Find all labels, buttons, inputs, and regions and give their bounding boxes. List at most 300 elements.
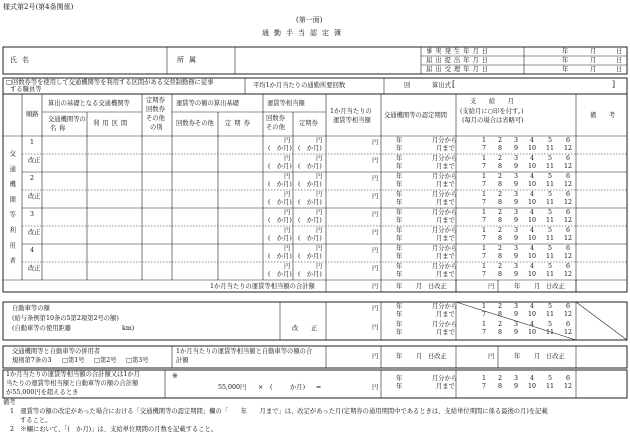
row-period-revise-pay-month[interactable]: 11 [546,235,555,242]
row-period-pay-month[interactable]: 3 [514,245,519,252]
limit-period-year-from: 年 [396,375,403,382]
row-period-pay-month[interactable]: 10 [528,181,537,188]
limit-period-pay-month[interactable]: 3 [514,375,519,382]
both-mid-2: 計額 [176,357,189,364]
row-period-revise-year-from: 年 [396,155,403,162]
col-fixed-4: の別 [150,124,163,131]
row-period-month-to: 月まで [436,253,455,260]
both-month: 月 [416,353,423,360]
row-period-month-from: 月分から [432,245,458,252]
row-period-revise-pay-month[interactable]: 7 [482,271,487,278]
row-period-revise-pay-month[interactable]: 11 [546,271,555,278]
row-period-revise-year-from: 年 [396,191,403,198]
row-period-pay-month[interactable]: 4 [530,209,535,216]
row-period-pay-month[interactable]: 7 [482,145,487,152]
row-period-pay-month[interactable]: 3 [514,209,519,216]
row-period-revise-month-from: 月分から [432,263,458,270]
car-yen-2: 円 [372,324,379,331]
row-period-revise-pay-month[interactable]: 6 [566,155,571,162]
both-year-2: 年 [514,353,521,360]
car-label-1: 自動車等の額 [12,305,50,312]
row-period-revise-pay-month[interactable]: 8 [498,271,503,278]
col-basis-group: 算出の基礎となる交通機関等 [48,100,130,107]
row-period-pay-month[interactable]: 1 [482,209,487,216]
row-period-pay-month[interactable]: 9 [514,181,519,188]
row-period-revise-pay-month[interactable]: 7 [482,163,487,170]
col-pay-month-2: (支給月に○印を付す。) [460,108,524,115]
row-period-pay-month[interactable]: 8 [498,145,503,152]
monthly-yen: 円 [372,193,379,200]
both-year: 年 [396,353,403,360]
limit-amount: 55,000円 [218,384,247,391]
limit-period-pay-month[interactable]: 7 [482,383,487,390]
row-period-pay-month[interactable]: 1 [482,173,487,180]
fare-eq-kagetsu: ( か月) [268,181,292,188]
row-no: 1 [30,139,35,146]
row-period-revise-pay-month[interactable]: 4 [530,191,535,198]
col-monthly-2: 運賃等相当額 [333,117,371,124]
row-period-pay-month[interactable]: 7 [482,181,487,188]
both-yen: 円 [372,353,379,360]
limit-kagetsu: か月) [290,384,306,391]
car-period-revise-pay-month[interactable]: 11 [546,329,555,336]
monthly-yen: 円 [372,265,379,272]
row-period-pay-month[interactable]: 11 [546,145,555,152]
row-period-revise-pay-month[interactable]: 3 [514,227,519,234]
fact-day-2: 日 [616,57,623,64]
row-period-year-to: 年 [396,145,403,152]
times-unit: 回 [404,82,411,89]
row-period-revise-year-from: 年 [396,263,403,270]
row-period-pay-month[interactable]: 6 [566,245,571,252]
car-period-revise-pay-month[interactable]: 9 [514,329,519,336]
fare-eq-kagetsu: ( か月) [268,199,292,206]
row-period-revise-pay-month[interactable]: 1 [482,155,487,162]
total-yen-2: 円 [488,283,495,290]
fact-month-1: 月 [590,48,597,55]
fare-eq-commuter-kagetsu: ( か月) [298,199,322,206]
fact-submitted-label: 届出提出年月日 [426,57,492,64]
fare-eq-yen: 円 [284,137,291,144]
col-name-prefix: 交通機関等の [48,116,86,123]
total-year: 年 [396,283,403,290]
row-period-month-to: 月まで [436,217,455,224]
row-period-revise-pay-month[interactable]: 12 [564,199,573,206]
row-period-revise-pay-month[interactable]: 9 [514,235,519,242]
row-period-pay-month[interactable]: 8 [498,253,503,260]
car-period-pay-month[interactable]: 9 [514,311,519,318]
fare-eq-commuter-kagetsu: ( か月) [298,253,322,260]
fare-eq-yen: 円 [284,173,291,180]
car-period-pay-month[interactable]: 12 [564,311,573,318]
fare-eq-yen: 円 [284,191,291,198]
row-period-revise-pay-month[interactable]: 2 [498,227,503,234]
fare-eq-commuter-yen: 円 [316,209,323,216]
limit-period-pay-month[interactable]: 5 [548,375,553,382]
row-period-pay-month[interactable]: 10 [528,253,537,260]
row-period-revise-pay-month[interactable]: 8 [498,235,503,242]
car-revise: 改 正 [292,325,318,332]
car-period-pay-month[interactable]: 2 [498,303,503,310]
car-label-2: (給与条例第10条の5第2項第2号の額) [12,315,119,322]
both-mid-1: 1か月当たりの運賃等相当額と自動車等の額の合 [176,348,313,355]
page-title: 通勤手当認定簿 [262,29,346,37]
row-period-revise-pay-month[interactable]: 3 [514,191,519,198]
row-period-pay-month[interactable]: 11 [546,217,555,224]
row-period-revise-pay-month[interactable]: 2 [498,263,503,270]
row-period-revise-pay-month[interactable]: 11 [546,199,555,206]
row-period-year-to: 年 [396,253,403,260]
row-period-pay-month[interactable]: 9 [514,145,519,152]
car-period-pay-month[interactable]: 1 [482,303,487,310]
row-period-revise-month-to: 月まで [436,199,455,206]
row-period-pay-month[interactable]: 6 [566,173,571,180]
row-period-pay-month[interactable]: 9 [514,217,519,224]
limit-period-pay-month[interactable]: 8 [498,383,503,390]
row-period-pay-month[interactable]: 9 [514,253,519,260]
fare-eq-kagetsu: ( か月) [268,271,292,278]
monthly-yen: 円 [372,139,379,146]
row-no: 4 [30,247,35,254]
fare-eq-commuter-yen: 円 [316,245,323,252]
fare-eq-commuter-kagetsu: ( か月) [298,145,322,152]
total-month: 月 [416,283,423,290]
row-period-year-from: 年 [396,173,403,180]
monthly-yen: 円 [372,157,379,164]
row-period-pay-month[interactable]: 10 [528,145,537,152]
fare-eq-kagetsu: ( か月) [268,253,292,260]
row-period-pay-month[interactable]: 3 [514,137,519,144]
col-fixed-2: 回数券 [146,106,165,113]
limit-times: × [258,384,264,391]
row-period-year-to: 年 [396,181,403,188]
col-fare-eq-coupon-2: その他 [266,124,285,131]
row-period-revise-month-from: 月分から [432,191,458,198]
car-period-year-to: 年 [396,311,403,318]
car-period-revise-year-to: 年 [396,329,403,336]
car-period-year-from: 年 [396,303,403,310]
car-period-revise-pay-month[interactable]: 1 [482,321,487,328]
total-label: 1か月当たりの運賃等相当額の合計額 [210,283,315,290]
row-period-pay-month[interactable]: 12 [564,253,573,260]
note-1: 1 運賃等の額の改定があった場合における「交通機関等の認定期間」欄の「 年 月まで」は、改定があった月(定期券の通用期間中であるときは、支給単位期間に係る最後の月)を記載 [10,408,548,415]
row-period-revise-month-to: 月まで [436,163,455,170]
row-period-revise-month-from: 月分から [432,227,458,234]
row-period-pay-month[interactable]: 10 [528,217,537,224]
both-label-1: 交通機関等と自動車等の併用者 [12,348,101,355]
row-period-pay-month[interactable]: 2 [498,209,503,216]
row-period-revise-pay-month[interactable]: 8 [498,199,503,206]
row-period-pay-month[interactable]: 5 [548,209,553,216]
car-km: km) [122,325,135,332]
col-period: 交通機関等の認定期間 [384,112,447,119]
row-period-revise-pay-month[interactable]: 7 [482,199,487,206]
both-month-2: 月 [534,353,541,360]
col-fare-eq-group: 運賃等相当額 [267,100,305,107]
car-period-revise-pay-month[interactable]: 4 [530,321,535,328]
fare-eq-yen: 円 [284,263,291,270]
car-period-revise-pay-month[interactable]: 5 [548,321,553,328]
car-period-pay-month[interactable]: 5 [548,303,553,310]
row-no: 2 [30,175,35,182]
row-period-year-from: 年 [396,209,403,216]
car-period-revise-pay-month[interactable]: 12 [564,329,573,336]
row-period-pay-month[interactable]: 3 [514,173,519,180]
row-period-revise-month-to: 月まで [436,271,455,278]
monthly-yen: 円 [372,247,379,254]
row-period-pay-month[interactable]: 2 [498,245,503,252]
row-period-revise-pay-month[interactable]: 6 [566,263,571,270]
row-period-revise-pay-month[interactable]: 1 [482,191,487,198]
row-period-pay-month[interactable]: 7 [482,217,487,224]
row-period-pay-month[interactable]: 8 [498,181,503,188]
row-period-revise-pay-month[interactable]: 9 [514,163,519,170]
car-period-revise-pay-month[interactable]: 8 [498,329,503,336]
row-period-pay-month[interactable]: 5 [548,173,553,180]
col-pay-month-3: (毎月の場合は省略可) [462,117,524,124]
fare-eq-yen: 円 [284,209,291,216]
car-period-revise-pay-month[interactable]: 6 [566,321,571,328]
limit-paren: ( [270,384,273,391]
car-period-pay-month[interactable]: 6 [566,303,571,310]
row-period-pay-month[interactable]: 11 [546,253,555,260]
row-period-pay-month[interactable]: 2 [498,173,503,180]
form-id: 様式第2号(第4条関係) [3,3,74,11]
fare-eq-kagetsu: ( か月) [268,235,292,242]
row-period-revise-pay-month[interactable]: 2 [498,191,503,198]
fact-day-3: 日 [616,66,623,73]
row-period-revise-pay-month[interactable]: 6 [566,227,571,234]
col-coupon-other: 回数券その他 [176,120,214,127]
fare-eq-commuter-kagetsu: ( か月) [298,235,322,242]
avg-times-label: 平均1か月当たりの通勤所要回数 [253,82,346,89]
row-period-revise-pay-month[interactable]: 10 [528,199,537,206]
car-yen-1: 円 [372,305,379,312]
col-fixed-1: 定期券 [146,97,165,104]
row-period-revise-pay-month[interactable]: 5 [548,155,553,162]
limit-period-pay-month[interactable]: 9 [514,383,519,390]
fact-month-3: 月 [590,66,597,73]
row-period-revise-pay-month[interactable]: 5 [548,227,553,234]
car-period-pay-month[interactable]: 10 [528,311,537,318]
note-1b: すること。 [20,417,52,424]
row-no: 3 [30,211,35,218]
both-option-1[interactable]: □第1号 [62,357,85,364]
row-period-revise-pay-month[interactable]: 10 [528,235,537,242]
row-revise: 改正 [28,193,41,200]
fact-year-2: 年 [562,57,569,64]
row-period-revise-pay-month[interactable]: 9 [514,271,519,278]
fare-eq-commuter-yen: 円 [316,173,323,180]
col-remarks: 備 考 [590,112,616,119]
row-period-revise-pay-month[interactable]: 10 [528,163,537,170]
monthly-yen: 円 [372,229,379,236]
row-period-revise-pay-month[interactable]: 12 [564,271,573,278]
limit-period-pay-month[interactable]: 10 [528,383,537,390]
limit-period-pay-month[interactable]: 11 [546,383,555,390]
row-period-year-to: 年 [396,217,403,224]
total-revised: 日改正 [428,283,447,290]
fact-month-2: 月 [590,57,597,64]
row-period-pay-month[interactable]: 5 [548,245,553,252]
row-period-revise-pay-month[interactable]: 3 [514,263,519,270]
row-period-revise-pay-month[interactable]: 4 [530,263,535,270]
car-period-pay-month[interactable]: 11 [546,311,555,318]
col-fare-group: 運賃等の額の算出基礎 [176,100,239,107]
car-period-revise-pay-month[interactable]: 7 [482,329,487,336]
row-period-month-to: 月まで [436,181,455,188]
both-label-2: 規則第7条の3 [12,357,52,364]
both-option-2[interactable]: □第2号 [94,357,117,364]
car-period-revise-month-from: 月分から [432,321,458,328]
limit-period-pay-month[interactable]: 2 [498,375,503,382]
fact-year-3: 年 [562,66,569,73]
both-option-3[interactable]: □第3号 [126,357,149,364]
row-period-pay-month[interactable]: 7 [482,253,487,260]
fare-eq-commuter-kagetsu: ( か月) [298,217,322,224]
fare-eq-commuter-kagetsu: ( か月) [298,163,322,170]
limit-period-pay-month[interactable]: 4 [530,375,535,382]
coupon-checkbox-label[interactable]: □回数券等を使用して交通機関等を利用する区間がある交替制勤務に従事 [6,79,214,86]
limit-period-year-to: 年 [396,383,403,390]
fare-eq-kagetsu: ( か月) [268,163,292,170]
fact-received-label: 届出受理年月日 [426,66,492,73]
limit-label-2: 当たりの運賃等相当額と自動車等の額の合計額 [6,380,139,387]
col-fixed-3: その他 [146,115,165,122]
row-period-pay-month[interactable]: 4 [530,245,535,252]
fare-eq-commuter-yen: 円 [316,137,323,144]
car-label-3: (自動車等の使用距離 [12,325,72,332]
row-period-revise-month-from: 月分から [432,155,458,162]
fare-eq-kagetsu: ( か月) [268,217,292,224]
row-period-revise-pay-month[interactable]: 5 [548,263,553,270]
row-period-pay-month[interactable]: 5 [548,137,553,144]
col-pay-month-1: 支 給 月 [470,98,515,105]
note-2: 2 ※欄において、「( か月)」は、支給単位期間の月数を記載すること。 [10,426,218,433]
row-period-revise-year-to: 年 [396,199,403,206]
coupon-checkbox-label-2: する職員等 [10,86,42,93]
fare-eq-commuter-yen: 円 [316,227,323,234]
fare-eq-commuter-yen: 円 [316,155,323,162]
total-revised-2: 日改正 [546,283,565,290]
row-period-revise-pay-month[interactable]: 8 [498,163,503,170]
row-period-revise-pay-month[interactable]: 6 [566,191,571,198]
row-period-pay-month[interactable]: 1 [482,245,487,252]
row-period-revise-pay-month[interactable]: 3 [514,155,519,162]
row-period-revise-pay-month[interactable]: 9 [514,199,519,206]
total-month-2: 月 [534,283,541,290]
limit-eq: = [316,384,322,391]
car-period-revise-year-from: 年 [396,321,403,328]
limit-label-1: 1か月当たりの運賃等相当額の合計額又は1か月 [6,371,140,378]
fare-eq-commuter-yen: 円 [316,263,323,270]
car-period-revise-pay-month[interactable]: 10 [528,329,537,336]
row-period-revise-pay-month[interactable]: 5 [548,191,553,198]
row-period-pay-month[interactable]: 12 [564,145,573,152]
limit-mark: ※ [172,372,178,380]
row-period-pay-month[interactable]: 4 [530,137,535,144]
row-period-revise-pay-month[interactable]: 1 [482,263,487,270]
limit-period-pay-month[interactable]: 1 [482,375,487,382]
col-order: 順路 [26,111,39,118]
row-period-revise-pay-month[interactable]: 10 [528,271,537,278]
total-year-2: 年 [514,283,521,290]
row-period-pay-month[interactable]: 6 [566,209,571,216]
row-period-month-from: 月分から [432,137,458,144]
fare-eq-yen: 円 [284,227,291,234]
row-period-revise-pay-month[interactable]: 7 [482,235,487,242]
row-period-pay-month[interactable]: 8 [498,217,503,224]
row-period-pay-month[interactable]: 1 [482,137,487,144]
col-monthly-1: 1か月当たりの [330,108,372,115]
fare-eq-yen: 円 [284,155,291,162]
both-revised-2: 日改正 [546,353,565,360]
fact-day-1: 日 [616,48,623,55]
limit-label-3: が55,000円を超えるとき [6,389,79,396]
car-period-month-from: 月分から [432,303,458,310]
row-period-pay-month[interactable]: 11 [546,181,555,188]
row-period-revise-pay-month[interactable]: 2 [498,155,503,162]
limit-period-pay-month[interactable]: 12 [564,383,573,390]
both-revised: 日改正 [428,353,447,360]
row-period-pay-month[interactable]: 4 [530,173,535,180]
row-period-revise-pay-month[interactable]: 1 [482,227,487,234]
fare-eq-kagetsu: ( か月) [268,145,292,152]
row-period-pay-month[interactable]: 2 [498,137,503,144]
limit-period-month-from: 月分から [432,375,458,382]
row-period-revise-year-to: 年 [396,271,403,278]
row-period-revise-pay-month[interactable]: 4 [530,227,535,234]
car-period-pay-month[interactable]: 3 [514,303,519,310]
col-fare-eq-coupon-1: 回数券 [266,115,285,122]
col-fare-eq-commuter: 定期券 [299,120,318,127]
limit-yen: 円 [372,384,379,391]
row-period-revise-year-to: 年 [396,235,403,242]
row-period-revise-pay-month[interactable]: 12 [564,163,573,170]
car-period-pay-month[interactable]: 8 [498,311,503,318]
monthly-yen: 円 [372,211,379,218]
row-period-pay-month[interactable]: 6 [566,137,571,144]
fare-eq-commuter-yen: 円 [316,191,323,198]
dept-label: 所属 [177,56,201,64]
row-revise: 改正 [28,265,41,272]
row-period-pay-month[interactable]: 12 [564,217,573,224]
car-period-revise-pay-month[interactable]: 3 [514,321,519,328]
row-period-year-from: 年 [396,137,403,144]
bracket-left: [ [452,80,456,89]
row-period-revise-month-to: 月まで [436,235,455,242]
limit-period-month-to: 月まで [436,383,455,390]
row-period-revise-pay-month[interactable]: 4 [530,155,535,162]
limit-period-pay-month[interactable]: 6 [566,375,571,382]
car-period-pay-month[interactable]: 7 [482,311,487,318]
fact-year-1: 年 [562,48,569,55]
row-period-month-from: 月分から [432,209,458,216]
row-revise: 改正 [28,229,41,236]
row-period-revise-pay-month[interactable]: 12 [564,235,573,242]
both-yen-2: 円 [488,353,495,360]
row-period-revise-year-from: 年 [396,227,403,234]
row-period-month-from: 月分から [432,173,458,180]
row-period-pay-month[interactable]: 12 [564,181,573,188]
row-period-year-from: 年 [396,245,403,252]
car-period-revise-pay-month[interactable]: 2 [498,321,503,328]
monthly-yen: 円 [372,175,379,182]
notes-head: 備考 [3,399,16,406]
row-period-revise-pay-month[interactable]: 11 [546,163,555,170]
car-period-pay-month[interactable]: 4 [530,303,535,310]
fare-eq-yen: 円 [284,245,291,252]
